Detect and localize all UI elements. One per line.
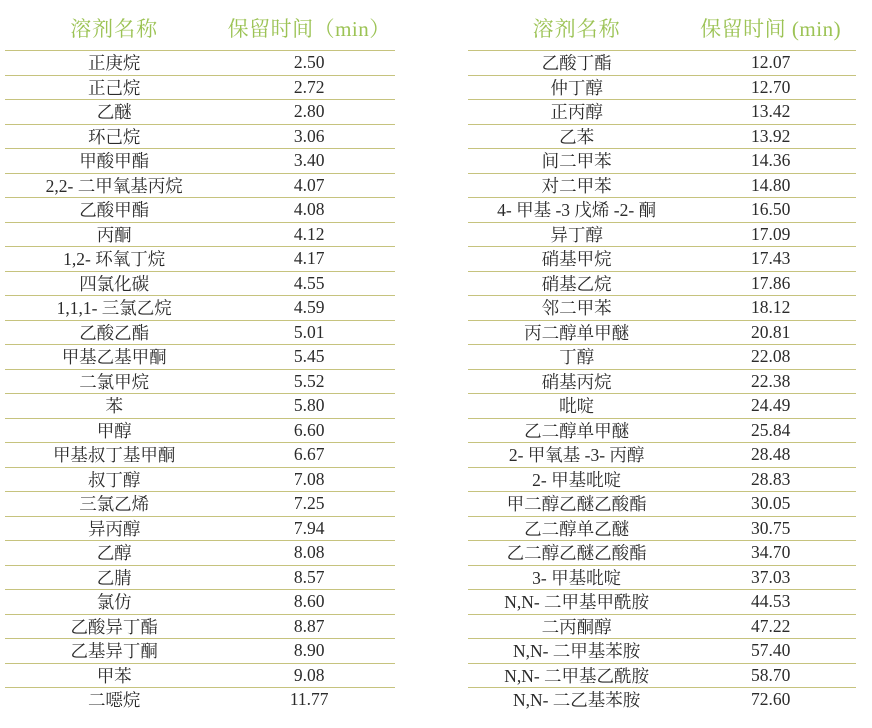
solvent-name-cell: 1,2- 环氧丁烷 [63, 249, 166, 270]
solvent-name-cell: 乙醇 [96, 543, 132, 564]
retention-time-cell: 7.94 [293, 517, 325, 538]
solvent-name-cell: 甲基叔丁基甲酮 [52, 445, 176, 466]
table-row [5, 75, 395, 100]
table-row [468, 393, 856, 418]
solvent-name-cell: 叔丁醇 [87, 469, 141, 490]
solvent-name-cell: 丁醇 [559, 347, 595, 368]
retention-time-cell: 4.07 [293, 174, 325, 195]
retention-time-cell: 30.75 [750, 517, 791, 538]
solvent-name-cell: 硝基甲烷 [541, 249, 612, 270]
solvent-name-cell: 1,1,1- 三氯乙烷 [56, 298, 172, 319]
retention-time-cell: 8.60 [293, 591, 325, 612]
retention-time-cell: 5.52 [293, 370, 325, 391]
solvent-name-cell: 甲酸甲酯 [79, 151, 150, 172]
solvent-name-cell: 甲二醇乙醚乙酸酯 [506, 494, 647, 515]
table-row [468, 271, 856, 296]
table-row [468, 320, 856, 345]
table-row [5, 516, 395, 541]
retention-time-cell: 58.70 [750, 664, 791, 685]
retention-time-cell: 17.43 [750, 248, 791, 269]
table-row [468, 418, 856, 443]
solvent-name-cell: 硝基丙烷 [541, 371, 612, 392]
solvent-name-cell: 吡啶 [559, 396, 595, 417]
retention-time-cell: 6.67 [293, 444, 325, 465]
solvent-name-cell: 仲丁醇 [550, 77, 603, 98]
solvent-name-cell: 正己烷 [87, 77, 141, 98]
table-row [468, 589, 856, 614]
table-row [5, 344, 395, 369]
solvent-name-cell: 3- 甲基吡啶 [532, 567, 622, 588]
table-header-row [5, 6, 395, 50]
table-row [468, 614, 856, 639]
retention-time-cell: 4.55 [293, 272, 325, 293]
solvent-name-cell: 乙二醇单甲醚 [524, 420, 630, 441]
retention-time-cell: 24.49 [750, 395, 791, 416]
solvent-name-cell: 乙酸异丁酯 [70, 616, 158, 637]
table-row [5, 222, 395, 247]
table-row [468, 99, 856, 124]
table-row [5, 124, 395, 149]
solvent-table-right [468, 6, 856, 712]
retention-time-cell: 8.08 [293, 542, 325, 563]
table-row [468, 442, 856, 467]
table-row [468, 565, 856, 590]
column-header-retention-time: 保留时间 (min) [700, 17, 842, 41]
solvent-name-cell: 邻二甲苯 [541, 298, 612, 319]
solvent-name-cell: 间二甲苯 [541, 151, 612, 172]
table-row [5, 442, 395, 467]
retention-time-cell: 13.92 [750, 125, 791, 146]
retention-time-cell: 4.08 [293, 199, 325, 220]
solvent-name-cell: 4- 甲基 -3 戊烯 -2- 酮 [497, 200, 657, 221]
table-row [5, 369, 395, 394]
retention-time-cell: 25.84 [750, 419, 791, 440]
solvent-name-cell: 对二甲苯 [541, 175, 612, 196]
retention-time-cell: 14.36 [750, 150, 791, 171]
retention-time-cell: 8.57 [293, 566, 325, 587]
solvent-name-cell: N,N- 二甲基甲酰胺 [504, 592, 650, 613]
retention-time-cell: 37.03 [750, 566, 791, 587]
solvent-name-cell: 乙二醇乙醚乙酸酯 [506, 543, 647, 564]
solvent-name-cell: 甲基乙基甲酮 [61, 347, 167, 368]
table-row [5, 173, 395, 198]
retention-time-cell: 6.60 [293, 419, 325, 440]
table-row [468, 638, 856, 663]
solvent-name-cell: N,N- 二甲基乙酰胺 [504, 665, 650, 686]
table-row [5, 246, 395, 271]
column-header-retention-time: 保留时间（min） [227, 17, 391, 41]
solvent-name-cell: 四氯化碳 [79, 273, 150, 294]
table-row [468, 197, 856, 222]
solvent-table-left [5, 6, 395, 712]
table-row [468, 663, 856, 688]
column-header-solvent-name: 溶剂名称 [532, 17, 621, 41]
solvent-name-cell: N,N- 二甲基苯胺 [512, 641, 641, 662]
table-row [468, 540, 856, 565]
solvent-name-cell: 异丁醇 [550, 224, 603, 245]
table-row [5, 99, 395, 124]
table-row [468, 124, 856, 149]
retention-time-cell: 3.40 [293, 150, 325, 171]
retention-time-cell: 17.09 [750, 223, 791, 244]
retention-time-cell: 5.80 [293, 395, 325, 416]
table-row [468, 222, 856, 247]
retention-time-cell: 34.70 [750, 542, 791, 563]
retention-time-cell: 18.12 [750, 297, 791, 318]
table-row [468, 75, 856, 100]
solvent-name-cell: 二氯甲烷 [79, 371, 150, 392]
table-row [5, 614, 395, 639]
solvent-name-cell: 乙酸甲酯 [79, 200, 150, 221]
retention-time-cell: 14.80 [750, 174, 791, 195]
retention-time-cell: 5.45 [293, 346, 325, 367]
table-row [5, 540, 395, 565]
retention-time-cell: 47.22 [750, 615, 791, 636]
table-row [468, 173, 856, 198]
retention-time-cell: 8.87 [293, 615, 325, 636]
table-row [5, 565, 395, 590]
table-row [468, 295, 856, 320]
table-row [5, 589, 395, 614]
solvent-name-cell: 乙二醇单乙醚 [524, 518, 630, 539]
solvent-name-cell: 氯仿 [96, 592, 132, 613]
solvent-name-cell: 正庚烷 [87, 53, 141, 74]
solvent-name-cell: 丙二醇单甲醚 [524, 322, 630, 343]
retention-time-cell: 2.80 [293, 101, 325, 122]
retention-time-cell: 12.70 [750, 76, 791, 97]
solvent-name-cell: 2- 甲基吡啶 [532, 469, 622, 490]
solvent-name-cell: N,N- 二乙基苯胺 [512, 690, 641, 711]
retention-time-cell: 4.12 [293, 223, 325, 244]
solvent-name-cell: 2- 甲氧基 -3- 丙醇 [508, 445, 645, 466]
table-row [468, 344, 856, 369]
retention-time-cell: 22.08 [750, 346, 791, 367]
retention-time-cell: 8.90 [293, 640, 325, 661]
table-row [5, 467, 395, 492]
solvent-name-cell: 二丙酮醇 [541, 616, 612, 637]
table-body [5, 50, 395, 712]
retention-time-cell: 28.48 [750, 444, 791, 465]
retention-time-cell: 9.08 [293, 664, 325, 685]
table-row [468, 491, 856, 516]
retention-time-cell: 3.06 [293, 125, 325, 146]
solvent-name-cell: 乙酸乙酯 [79, 322, 150, 343]
table-row [5, 295, 395, 320]
solvent-name-cell: 正丙醇 [550, 102, 603, 123]
solvent-name-cell: 2,2- 二甲氧基丙烷 [45, 175, 183, 196]
table-row [5, 687, 395, 712]
table-row [468, 50, 856, 75]
solvent-name-cell: 乙腈 [96, 567, 132, 588]
table-row [5, 320, 395, 345]
retention-time-cell: 16.50 [750, 199, 791, 220]
table-row [5, 148, 395, 173]
retention-time-cell: 7.25 [293, 493, 325, 514]
table-row [468, 687, 856, 712]
retention-time-cell: 28.83 [750, 468, 791, 489]
table-row [5, 393, 395, 418]
table-row [5, 50, 395, 75]
table-row [5, 491, 395, 516]
table-row [468, 467, 856, 492]
table-row [5, 418, 395, 443]
solvent-name-cell: 三氯乙烯 [79, 494, 150, 515]
retention-time-cell: 4.17 [293, 248, 325, 269]
solvent-name-cell: 甲醇 [96, 420, 132, 441]
solvent-name-cell: 乙酸丁酯 [541, 53, 612, 74]
table-row [468, 246, 856, 271]
solvent-name-cell: 异丙醇 [87, 518, 141, 539]
retention-time-cell: 20.81 [750, 321, 791, 342]
retention-time-cell: 2.72 [293, 76, 325, 97]
table-header-row [468, 6, 856, 50]
solvent-name-cell: 乙醚 [96, 102, 132, 123]
solvent-name-cell: 环己烷 [87, 126, 141, 147]
retention-time-cell: 30.05 [750, 493, 791, 514]
solvent-name-cell: 二噁烷 [87, 690, 141, 711]
column-header-solvent-name: 溶剂名称 [70, 17, 159, 41]
retention-time-cell: 5.01 [293, 321, 325, 342]
solvent-name-cell: 丙酮 [96, 224, 132, 245]
solvent-name-cell: 苯 [105, 396, 123, 417]
table-body [468, 50, 856, 712]
table-row [5, 197, 395, 222]
table-row [468, 516, 856, 541]
retention-time-cell: 2.50 [293, 52, 325, 73]
retention-time-cell: 7.08 [293, 468, 325, 489]
table-row [5, 663, 395, 688]
solvent-name-cell: 乙基异丁酮 [70, 641, 158, 662]
retention-time-cell: 11.77 [289, 689, 329, 710]
retention-time-cell: 4.59 [293, 297, 325, 318]
solvent-name-cell: 乙苯 [559, 126, 595, 147]
table-row [5, 271, 395, 296]
retention-time-cell: 17.86 [750, 272, 791, 293]
retention-time-cell: 57.40 [750, 640, 791, 661]
solvent-name-cell: 硝基乙烷 [541, 273, 612, 294]
table-row [5, 638, 395, 663]
retention-time-cell: 44.53 [750, 591, 791, 612]
retention-time-cell: 22.38 [750, 370, 791, 391]
table-row [468, 369, 856, 394]
retention-time-cell: 13.42 [750, 101, 791, 122]
retention-time-cell: 72.60 [750, 689, 791, 710]
retention-time-cell: 12.07 [750, 52, 791, 73]
solvent-name-cell: 甲苯 [96, 665, 132, 686]
table-row [468, 148, 856, 173]
